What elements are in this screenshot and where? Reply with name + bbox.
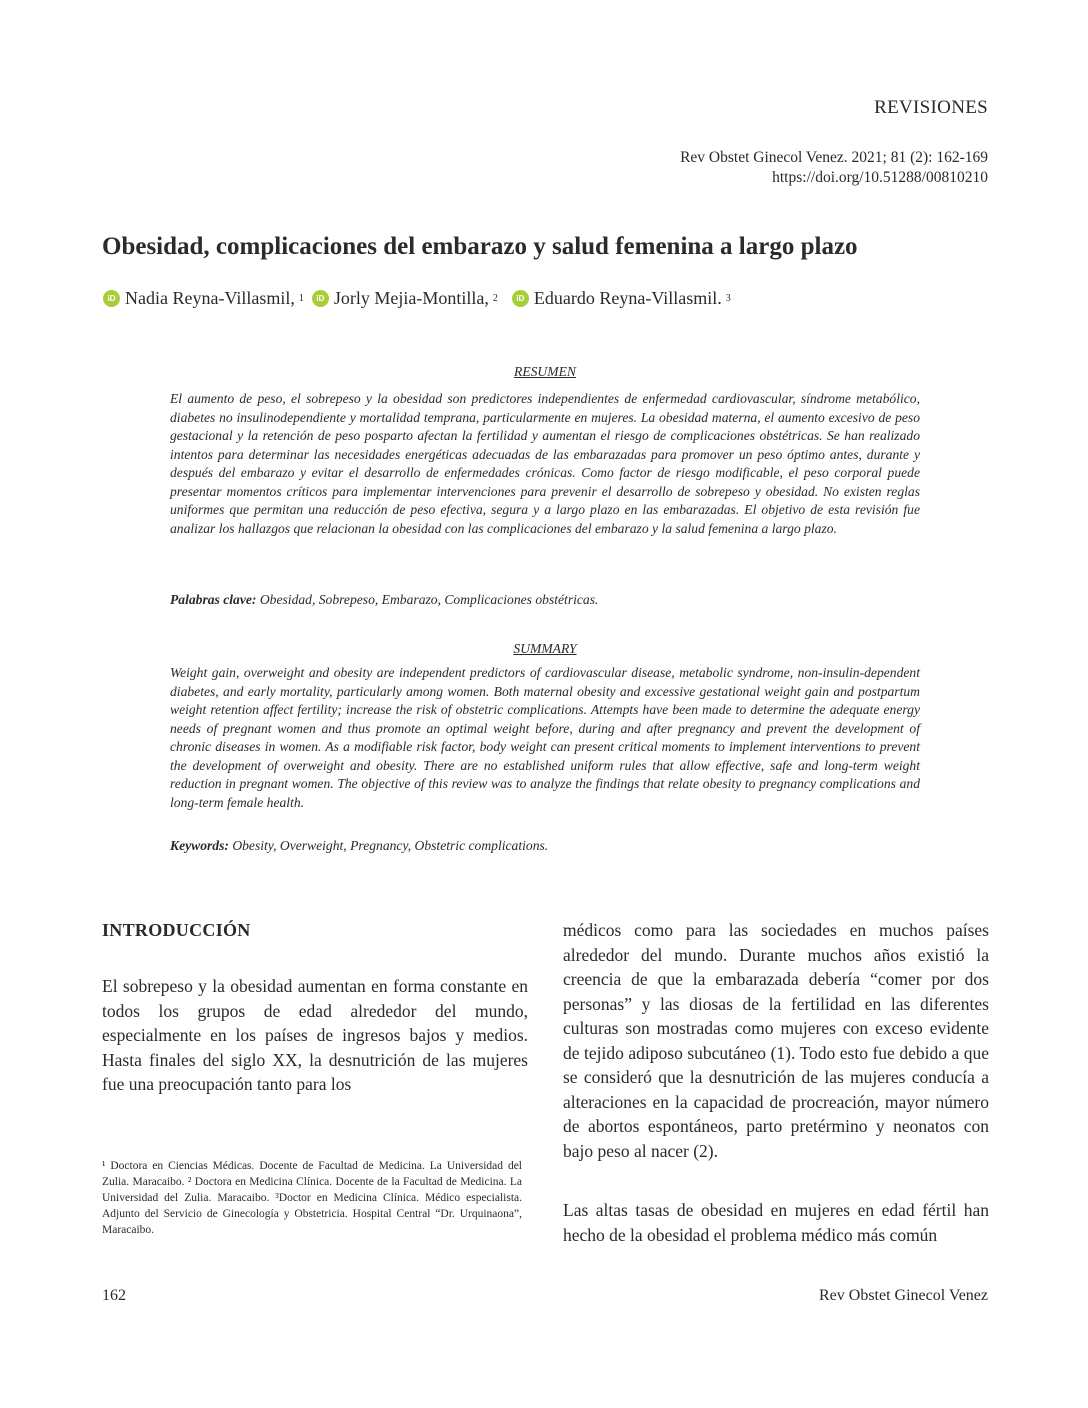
author-1 <box>103 288 304 309</box>
summary-keywords <box>170 838 920 854</box>
section-heading: INTRODUCCIÓN <box>102 920 251 940</box>
author-2 <box>312 288 498 309</box>
author-3 <box>512 288 731 309</box>
author-affiliation: 3 <box>725 293 731 304</box>
section-label: REVISIONES <box>874 97 988 118</box>
footer-journal-name: Rev Obstet Ginecol Venez <box>819 1287 988 1304</box>
keywords-label: Keywords: <box>170 838 229 853</box>
summary-text: Weight gain, overweight and obesity are independent predictors of cardiovascular disease, metabolic syndrome, non-insulin-dependent diabetes, and early mortality, particularly among women. Both maternal obesity and excessive gestational weight gain and postpartum weight retention affect fertility; increase the risk of obstetric complications. Attempts have been made to determine the adequate energy needs of pregnant women and thus promote an optimal weight before, during and after pregnancy and prevent the development of chronic diseases in women. As a modifiable risk factor, body weight can present critical moments to implement interventions to prevent the development of overweight and obesity. There are no established uniform rules that allow effective, safe and long-term weight reduction in pregnant women. The objective of this review was to analyze the findings that relate obesity to pregnancy complications and long-term female health. <box>170 665 920 810</box>
summary-heading: SUMMARY <box>513 641 577 656</box>
author-affiliation: 2 <box>492 293 498 304</box>
author-affiliation: 1 <box>298 293 304 304</box>
keywords-list: Obesidad, Sobrepeso, Embarazo, Complicaciones obstétricas. <box>259 592 599 607</box>
orcid-icon[interactable]: iD <box>312 290 329 307</box>
resumen-text: El aumento de peso, el sobrepeso y la obesidad son predictores independientes de enfermedad cardiovascular, síndrome metabólico, diabetes no insulinodependiente y mortalidad temprana, particularmente en mujeres. La obesidad materna, el aumento excesivo de peso gestacional y la retención de peso posparto afectan la fertilidad y aumentan el riesgo de complicaciones obstétricas. Se han realizado intentos para determinar las necesidades energéticas adecuadas de las embarazadas para promover un peso óptimo antes, durante y después del embarazo y evitar el desarrollo de enfermedades crónicas. Como factor de riesgo modificable, el peso corporal puede presentar momentos críticos para implementar intervenciones para prevenir el desarrollo de sobrepeso y obesidad. No existen reglas uniformes que permitan una reducción de peso efectiva, segura y a largo plazo en las embarazadas. El objetivo de esta revisión fue analizar los hallazgos que relacionan la obesidad con las complicaciones del embarazo y la salud femenina a largo plazo. <box>170 391 920 536</box>
citation <box>680 148 988 188</box>
affiliation-footnote: ¹ Doctora en Ciencias Médicas. Docente de Facultad de Medicina. La Universidad del Zulia. Maracaibo. ² Doctora en Medicina Clínica. Docente de la Facultad de Medicina. La Universidad del Zulia. Maracaibo. ³Doctor en Medicina Clínica. Médico especialista. Adjunto del Servicio de Ginecología y Obstetricia. Hospital Central “Dr. Urquinaona”, Maracaibo. <box>102 1160 522 1236</box>
resumen-keywords <box>170 592 920 608</box>
doi-link[interactable]: https://doi.org/10.51288/00810210 <box>772 169 988 186</box>
body-paragraph-right-1: médicos como para las sociedades en muchos países alrededor del mundo. Durante muchos años existió la creencia de que la embarazada debería “comer por dos personas” y las diosas de la fertilidad en las diferentes culturas son mostradas como mujeres con exceso evidente de tejido adiposo subcutáneo (1). Todo esto fue debido a que se consideró que la desnutrición de las mujeres conducía a alteraciones en la capacidad de procreación, mayor número de abortos espontáneos, parto pretérmino y neonatos con bajo peso al nacer (2). <box>563 920 989 1161</box>
author-name: Nadia Reyna-Villasmil, <box>125 288 295 308</box>
keywords-label: Palabras clave: <box>170 592 257 607</box>
orcid-icon[interactable]: iD <box>103 290 120 307</box>
body-paragraph-right-2: Las altas tasas de obesidad en mujeres en edad fértil han hecho de la obesidad el problema médico más común <box>563 1200 989 1245</box>
orcid-icon[interactable]: iD <box>512 290 529 307</box>
page-number: 162 <box>102 1287 126 1304</box>
author-name: Jorly Mejia-Montilla, <box>333 288 489 308</box>
citation-reference: Rev Obstet Ginecol Venez. 2021; 81 (2): 162-169 <box>680 149 988 166</box>
body-paragraph-left: El sobrepeso y la obesidad aumentan en forma constante en todos los grupos de edad alrededor del mundo, especialmente en los países de ingresos bajos y medios. Hasta finales del siglo XX, la desnutrición de las mujeres fue una preocupación tanto para los <box>102 976 528 1094</box>
article-title: Obesidad, complicaciones del embarazo y salud femenina a largo plazo <box>102 233 858 260</box>
resumen-heading: RESUMEN <box>514 364 576 379</box>
author-list <box>103 288 731 309</box>
author-name: Eduardo Reyna-Villasmil. <box>533 288 722 308</box>
keywords-list: Obesity, Overweight, Pregnancy, Obstetric complications. <box>232 838 549 853</box>
